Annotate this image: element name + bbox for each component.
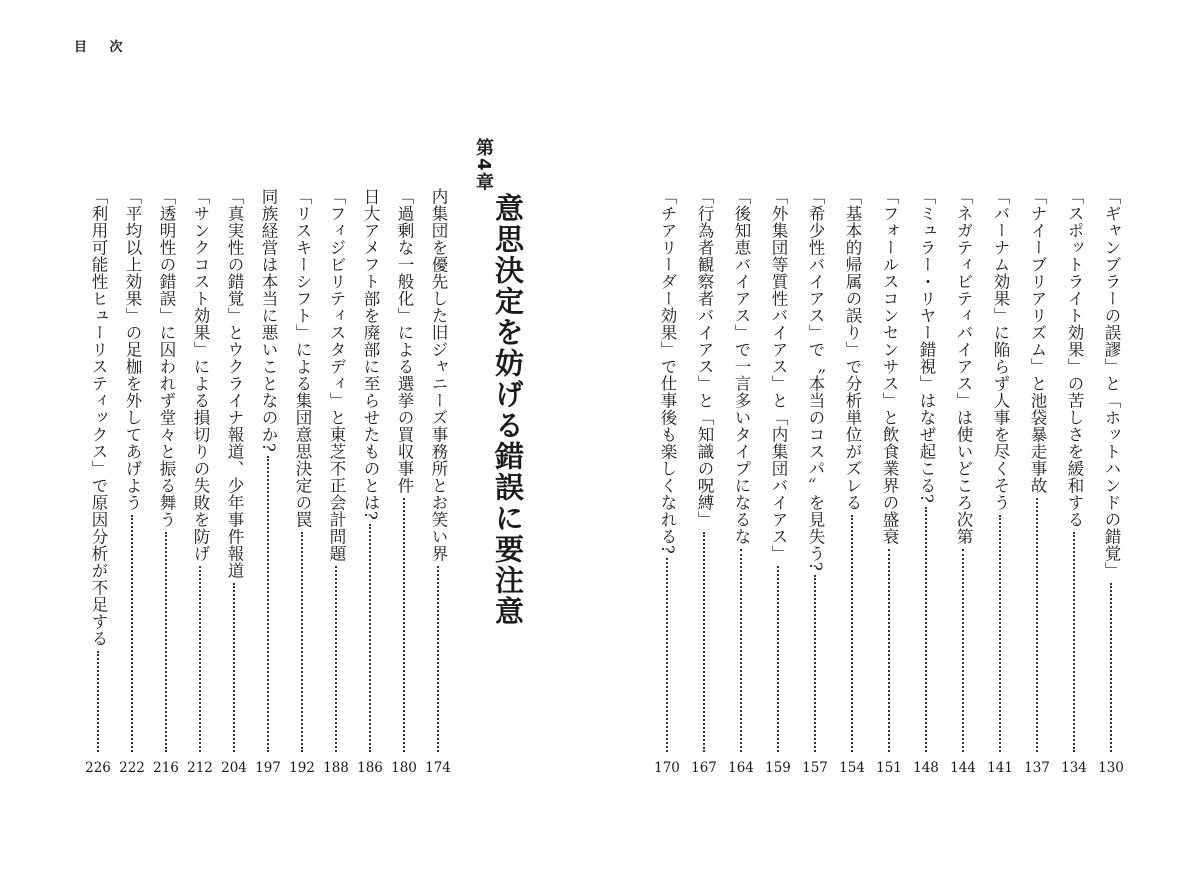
toc-entry-page: 197 [255,760,281,776]
dot-leader [1036,498,1038,752]
toc-entry-page: 174 [425,760,451,776]
dot-leader [666,558,668,752]
toc-entry-page: 180 [391,760,417,776]
dot-leader [962,549,964,752]
toc-entry-title: 「ネガティビティバイアス」は使いどころ次第 [954,188,973,545]
toc-entry-page: 186 [357,760,383,776]
dot-leader [703,532,705,752]
toc-entry-title: 同族経営は本当に悪いことなのか? [259,188,278,453]
toc-entry-page: 148 [913,760,939,776]
toc-entry-title: 「外集団等質性バイアス」と「内集団バイアス」 [769,188,788,562]
dot-leader [740,549,742,752]
dot-leader [814,575,816,752]
dot-leader [925,507,927,752]
toc-entry-page: 188 [323,760,349,776]
dot-leader [888,549,890,752]
dot-leader [437,566,439,752]
toc-entry-title: 「ギャンブラーの誤謬」と「ホットハンドの錯覚」 [1102,188,1121,579]
toc-entry-page: 167 [691,760,717,776]
dot-leader [199,566,201,752]
toc-entry-title: 「利用可能性ヒューリスティックス」で原因分析が不足する [89,188,108,647]
toc-entry-page: 137 [1024,760,1050,776]
toc-entry-page: 130 [1098,760,1124,776]
toc-entry-page: 204 [221,760,247,776]
toc-entry-page: 222 [119,760,145,776]
toc-entry-page: 154 [839,760,865,776]
toc-entry-page: 164 [728,760,754,776]
dot-leader [403,498,405,752]
toc-entry-title: 「行為者観察者バイアス」と「知識の呪縛」 [695,188,714,528]
toc-entry-page: 159 [765,760,791,776]
toc-entry-page: 151 [876,760,902,776]
toc-entry-page: 141 [987,760,1013,776]
toc-entry-page: 192 [289,760,315,776]
dot-leader [267,456,269,752]
toc-entry-title: 「フィジビリティスタディ」と東芝不正会計問題 [327,188,346,562]
toc-entry-title: 「バーナム効果」に陥らず人事を尽くそう [991,188,1010,511]
dot-leader [1110,583,1112,752]
toc-entry-page: 216 [153,760,179,776]
dot-leader [97,651,99,752]
dot-leader [131,515,133,752]
toc-entry-title: 「スポットライト効果」の苦しさを緩和する [1065,188,1084,528]
toc-entry-title: 「真実性の錯覚」とウクライナ報道、少年事件報道 [225,188,244,579]
toc-entry-title: 内集団を優先した旧ジャニーズ事務所とお笑い界 [429,188,448,562]
toc-entry-title: 「ナイーブリアリズム」と池袋暴走事故 [1028,188,1047,494]
dot-leader [335,566,337,752]
toc-entry-page: 134 [1061,760,1087,776]
toc-entry-page: 212 [187,760,213,776]
toc-entry-title: 「リスキーシフト」による集団意思決定の罠 [293,188,312,528]
toc-entry-page: 170 [654,760,680,776]
toc-entry-page: 144 [950,760,976,776]
dot-leader [999,515,1001,752]
toc-entry-title: 日大アメフト部を廃部に至らせたものとは? [361,188,380,521]
toc-entry-title: 「フォールスコンセンサス」と飲食業界の盛衰 [880,188,899,545]
dot-leader [1073,532,1075,752]
toc-entry-title: 「基本的帰属の誤り」で分析単位がズレる [843,188,862,511]
dot-leader [233,583,235,752]
toc-entry-title: 「後知恵バイアス」で一言多いタイプになるな [732,188,751,545]
toc-entry-title: 「希少性バイアス」で〝本当のコスパ〟を見失う? [806,188,825,572]
toc-entry-title: 「過剰な一般化」による選挙の買収事件 [395,188,414,494]
dot-leader [851,515,853,752]
chapter-title: 意思決定を妨げる錯誤に要注意 [491,193,525,627]
toc-entry-title: 「透明性の錯誤」に囚われず堂々と振る舞う [157,188,176,528]
toc-entry-page: 157 [802,760,828,776]
toc-entry-page: 226 [85,760,111,776]
toc-entry-title: 「ミュラー・リヤー錯視」はなぜ起こる? [917,188,936,504]
toc-entry-title: 「チアリーダー効果」で仕事後も楽しくなれる? [658,188,677,555]
chapter-number: 第4章 [473,138,494,193]
dot-leader [301,532,303,752]
dot-leader [165,532,167,752]
toc-entry-title: 「平均以上効果」の足枷を外してあげよう [123,188,142,511]
dot-leader [777,566,779,752]
toc-entry-title: 「サンクコスト効果」による損切りの失敗を防げ [191,188,210,562]
page-header: 目 次 [74,40,132,55]
dot-leader [369,524,371,752]
